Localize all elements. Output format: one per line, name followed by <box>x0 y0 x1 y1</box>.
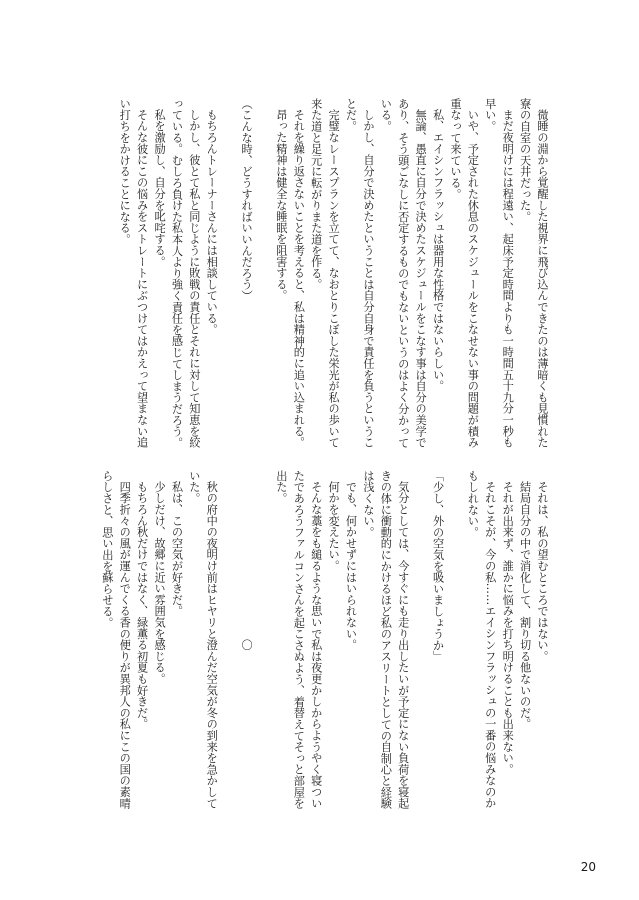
blank-line <box>447 470 464 820</box>
paragraph: 私を激励し、自分を叱咤する。 <box>153 109 167 268</box>
text-column-bottom <box>81 470 551 820</box>
paragraph: それが出来ず、誰かに悩みを打ち明けることも出来ない。 <box>501 481 515 775</box>
paragraph: 結局自分の中で消化して、割り切る他ないのだ。 <box>518 481 532 730</box>
paragraph: 気分としては、今すぐにも走り出したいが予定にない負荷を寝起きの体に衝動的にかけるほど私のアスリートとしての自制心と経験は浅くない。 <box>361 470 410 809</box>
paragraph: いや、予定された休息のスケジュールをこなせない事の問題が積み重なって来ている。 <box>448 98 480 449</box>
paragraph: 「少し、外の空気を吸いましょうか」 <box>431 470 445 663</box>
blank-line <box>220 98 237 450</box>
paragraph: 少しだけ、故郷に近い雰囲気を感じる。 <box>153 481 167 685</box>
paragraph: しかし、自分で決めたということは自分自身で責任を負うということだ。 <box>344 98 375 449</box>
paragraph: それこそが、今の私……エイシンフラッシュの一番の悩みなのかもしれない。 <box>466 470 497 809</box>
section-break-marker: 〇 <box>240 639 254 651</box>
paragraph: 私、エイシンフラッシュは器用な性格ではないらしい。 <box>431 109 445 392</box>
paragraph: まだ夜明けには程遠い、起床予定時間よりも一時間五十九分一秒も早い。 <box>483 98 515 449</box>
paragraph: 何かを変えたい。 <box>327 481 341 572</box>
paragraph: 無論、愚直に自分で決めたスケジュールをこなす事は自分の美学であり、そう頭ごなしに否定するものでもないというのはよく分かっている。 <box>379 98 428 449</box>
paragraph: それを繰り返さないことを考えると、私は精神的に追い込まれる。 <box>292 109 306 449</box>
paragraph: 昂った精神は健全な睡眠を阻害する。 <box>274 109 288 302</box>
paragraph: でも、何かせずにはいられない。 <box>344 481 358 651</box>
paragraph: そんな藁をも縋るような思いで私は夜更かしからようやく寝ついたであろうファルコンさんを起こさぬよう、着替えてそっと部屋を出た。 <box>274 470 323 809</box>
paragraph: 私は、この空気が好きだ。 <box>170 481 184 617</box>
blank-line <box>255 470 272 820</box>
paragraph: それは、私の望むところではない。 <box>536 481 549 662</box>
paragraph: 完璧なレースプランを立てて、なおとりこぼした栄光が私の歩いて来た道と足元に転がりまた道を作る。 <box>309 98 341 449</box>
paragraph: 微睡の淵から覚醒した視界に飛び込んできたのは薄暗くも見慣れた寮の自室の天井だった。 <box>518 98 549 449</box>
blank-line <box>412 470 429 820</box>
paragraph: 秋の府中の夜明け前はヒヤリと澄んだ空気が冬の到来を急かしていた。 <box>187 470 219 809</box>
paragraph: 四季折々の風が運んでくる香の便りが異邦人の私にこの国の素晴らしさと、思い出を蘇らせる。 <box>100 470 132 809</box>
blank-line <box>220 470 237 820</box>
paragraph: もちろん秋だけではなく、緑薫る初夏も好きだ。 <box>135 481 149 730</box>
paragraph: そんな彼にこの悩みをストレートにぶつけてはかえって望まない追い打ちをかけることになる。 <box>118 98 149 449</box>
blank-line <box>255 98 272 450</box>
paragraph: もちろんトレーナーさんには相談している。 <box>205 109 219 336</box>
paragraph: （こんな時、どうすればいいんだろう） <box>240 98 254 302</box>
paragraph: しかし、彼とて私と同じように敗戦の責任とそれに対して知恵を絞っている。むしろ負けた私本人より強く責任を感じてしまうだろう。 <box>170 98 201 449</box>
text-column-top <box>81 98 551 450</box>
page-number: 20 <box>580 860 596 874</box>
